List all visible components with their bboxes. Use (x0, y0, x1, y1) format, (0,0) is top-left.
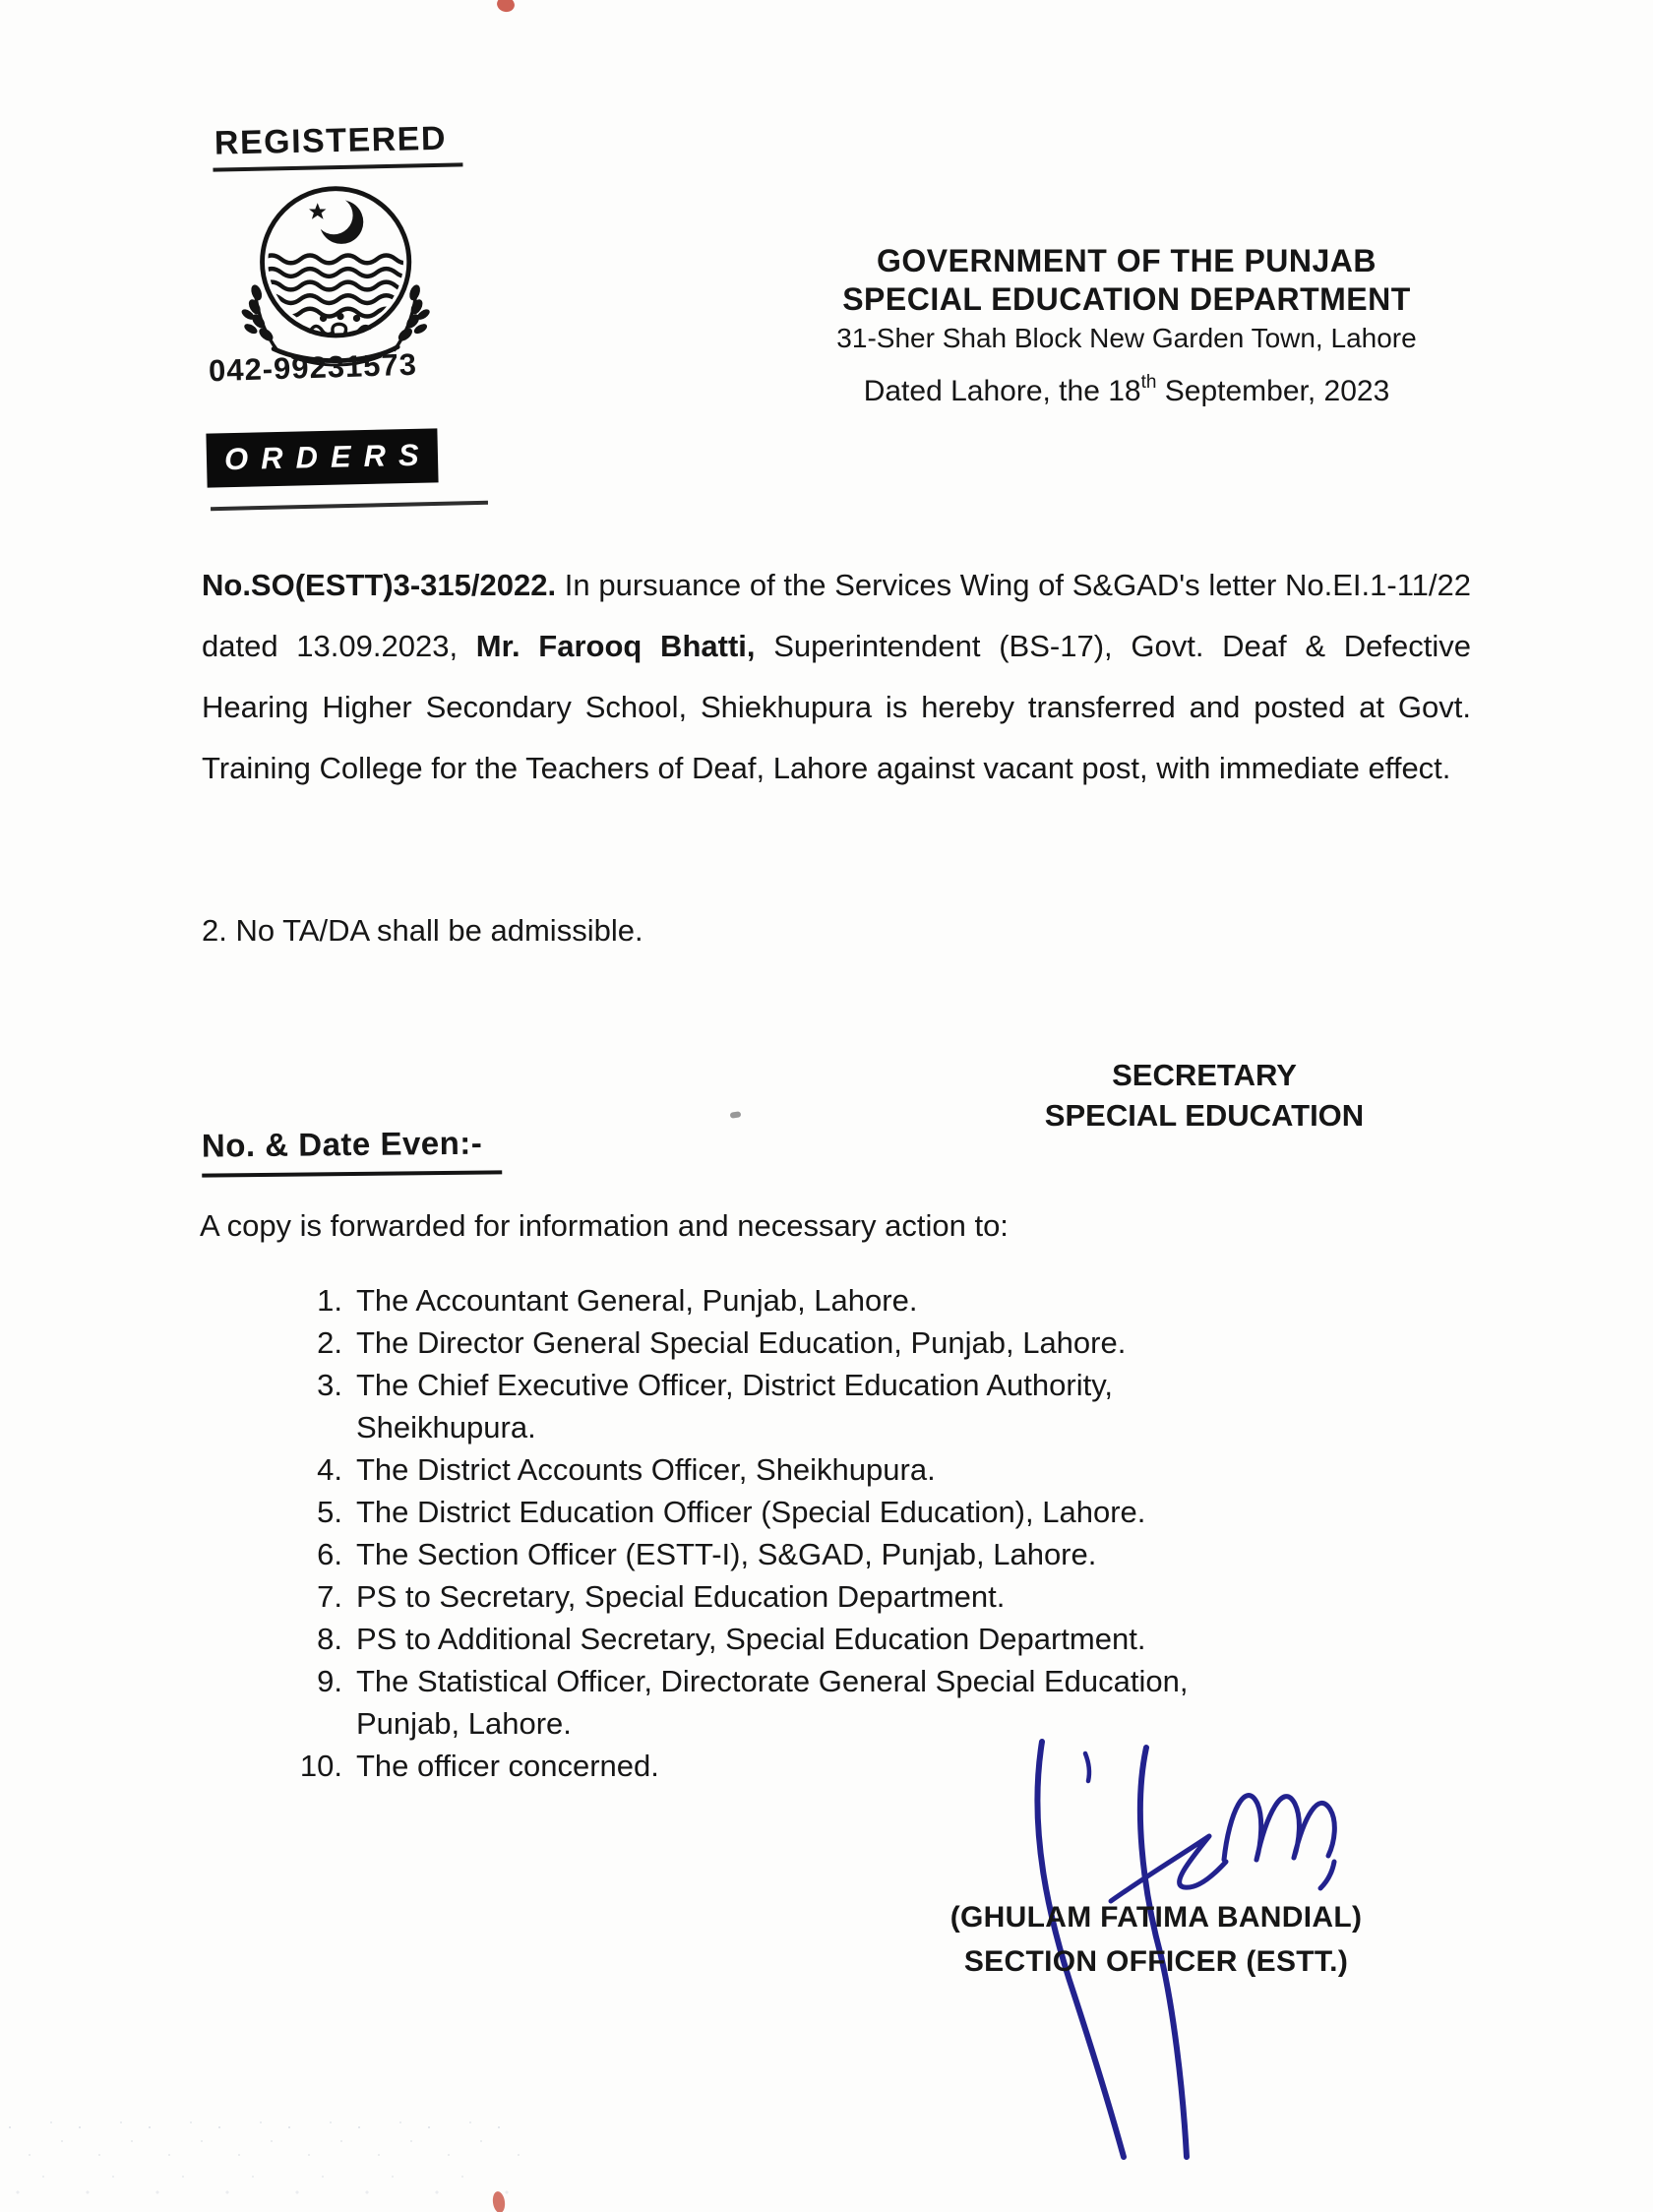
cc-number: 1. (317, 1283, 342, 1318)
signatory-name: (GHULAM FATIMA BANDIAL) (949, 1901, 1363, 1934)
cc-text-line1: The Director General Special Education, Punjab, Lahore. (356, 1325, 1127, 1360)
cc-list (293, 1279, 1435, 1787)
crescent-star-icon (309, 196, 363, 243)
signatory-title-line1: SECRETARY (1112, 1058, 1297, 1092)
cc-text (356, 1575, 1005, 1618)
cc-number: 8. (317, 1622, 342, 1656)
cc-text (356, 1745, 659, 1787)
scan-artifact-red-speck-top (495, 0, 516, 14)
officer-name: Mr. Farooq Bhatti, (475, 629, 774, 663)
cc-number: 3. (317, 1368, 342, 1402)
letterhead (787, 242, 1466, 356)
cc-number: 2. (317, 1325, 342, 1360)
signature-block (920, 1895, 1392, 1984)
signatory-designation (1008, 1055, 1401, 1136)
cc-text-line1: PS to Additional Secretary, Special Education Department. (356, 1622, 1146, 1656)
cc-number: 9. (317, 1664, 342, 1698)
cc-text (356, 1364, 1113, 1448)
department-address: 31-Sher Shah Block New Garden Town, Lahore (836, 323, 1417, 353)
date-ordinal: th (1140, 372, 1157, 393)
government-title: GOVERNMENT OF THE PUNJAB (876, 243, 1378, 278)
cc-text-line1: The Accountant General, Punjab, Lahore. (356, 1283, 918, 1318)
scan-noise-bottom-left (0, 2108, 531, 2212)
cc-text-line1: The Statistical Officer, Directorate General Special Education, (356, 1664, 1189, 1698)
orders-underline (211, 501, 488, 511)
cc-number: 7. (317, 1579, 342, 1614)
cc-text-line2: Punjab, Lahore. (356, 1706, 572, 1741)
cc-text-line1: The officer concerned. (356, 1749, 659, 1783)
number-date-even-heading: No. & Date Even:- (202, 1124, 503, 1177)
date-prefix: Dated Lahore, the 18 (863, 375, 1141, 407)
cc-number: 6. (317, 1537, 342, 1571)
cc-number: 4. (317, 1452, 342, 1487)
order-reference-number: No.SO(ESTT)3-315/2022. (202, 568, 557, 602)
cc-text (356, 1279, 917, 1321)
cc-text-line1: PS to Secretary, Special Education Department. (356, 1579, 1006, 1614)
cc-item (293, 1321, 1435, 1364)
cc-item (293, 1618, 1435, 1660)
scan-artifact-dash (730, 1111, 742, 1118)
cc-item (293, 1364, 1435, 1448)
cc-text-line1: The District Accounts Officer, Sheikhupura. (356, 1452, 936, 1487)
date-suffix: September, 2023 (1156, 375, 1390, 407)
cc-text (356, 1618, 1145, 1660)
cc-text (356, 1491, 1145, 1533)
registered-stamp: REGISTERED (213, 119, 463, 171)
order-body-1: In pursuance of the Services Wing of S&GAD's letter No.EI.1-11/22 dated 13.09.2023, (202, 568, 1471, 663)
order-body-2: Superintendent (BS-17), Govt. Deaf & Defective Hearing Higher Secondary School, Shiekhupura is hereby transferred and posted at Govt. Training College for the Teachers of Deaf, Lahore against vacant post, with immediate effect. (202, 629, 1471, 785)
cc-text (356, 1321, 1126, 1364)
department-title: SPECIAL EDUCATION DEPARTMENT (842, 281, 1411, 317)
copy-forwarded-line: A copy is forwarded for information and necessary action to: (200, 1208, 1009, 1243)
cc-text-line1: The Chief Executive Officer, District Education Authority, (356, 1368, 1114, 1402)
cc-text (356, 1533, 1096, 1575)
cc-item (293, 1533, 1435, 1575)
cc-item (293, 1575, 1435, 1618)
cc-text-line2: Sheikhupura. (356, 1410, 536, 1444)
cc-text (356, 1448, 936, 1491)
phone-number: 042-99231573 (208, 346, 418, 389)
cc-number: 10. (299, 1749, 342, 1783)
signatory-post: SECTION OFFICER (ESTT.) (963, 1945, 1349, 1978)
cc-text-line1: The Section Officer (ESTT-I), S&GAD, Punjab, Lahore. (356, 1537, 1097, 1571)
clause-no-tada: 2. No TA/DA shall be admissible. (202, 913, 643, 948)
signatory-title-line2: SPECIAL EDUCATION (1044, 1098, 1365, 1133)
order-paragraph (202, 555, 1471, 799)
cc-item (293, 1491, 1435, 1533)
cc-text-line1: The District Education Officer (Special Education), Lahore. (356, 1495, 1146, 1529)
letter-date (797, 374, 1456, 408)
cc-item (293, 1448, 1435, 1491)
orders-stamp: ORDERS (206, 428, 438, 487)
cc-item (293, 1279, 1435, 1321)
cc-number: 5. (317, 1495, 342, 1529)
